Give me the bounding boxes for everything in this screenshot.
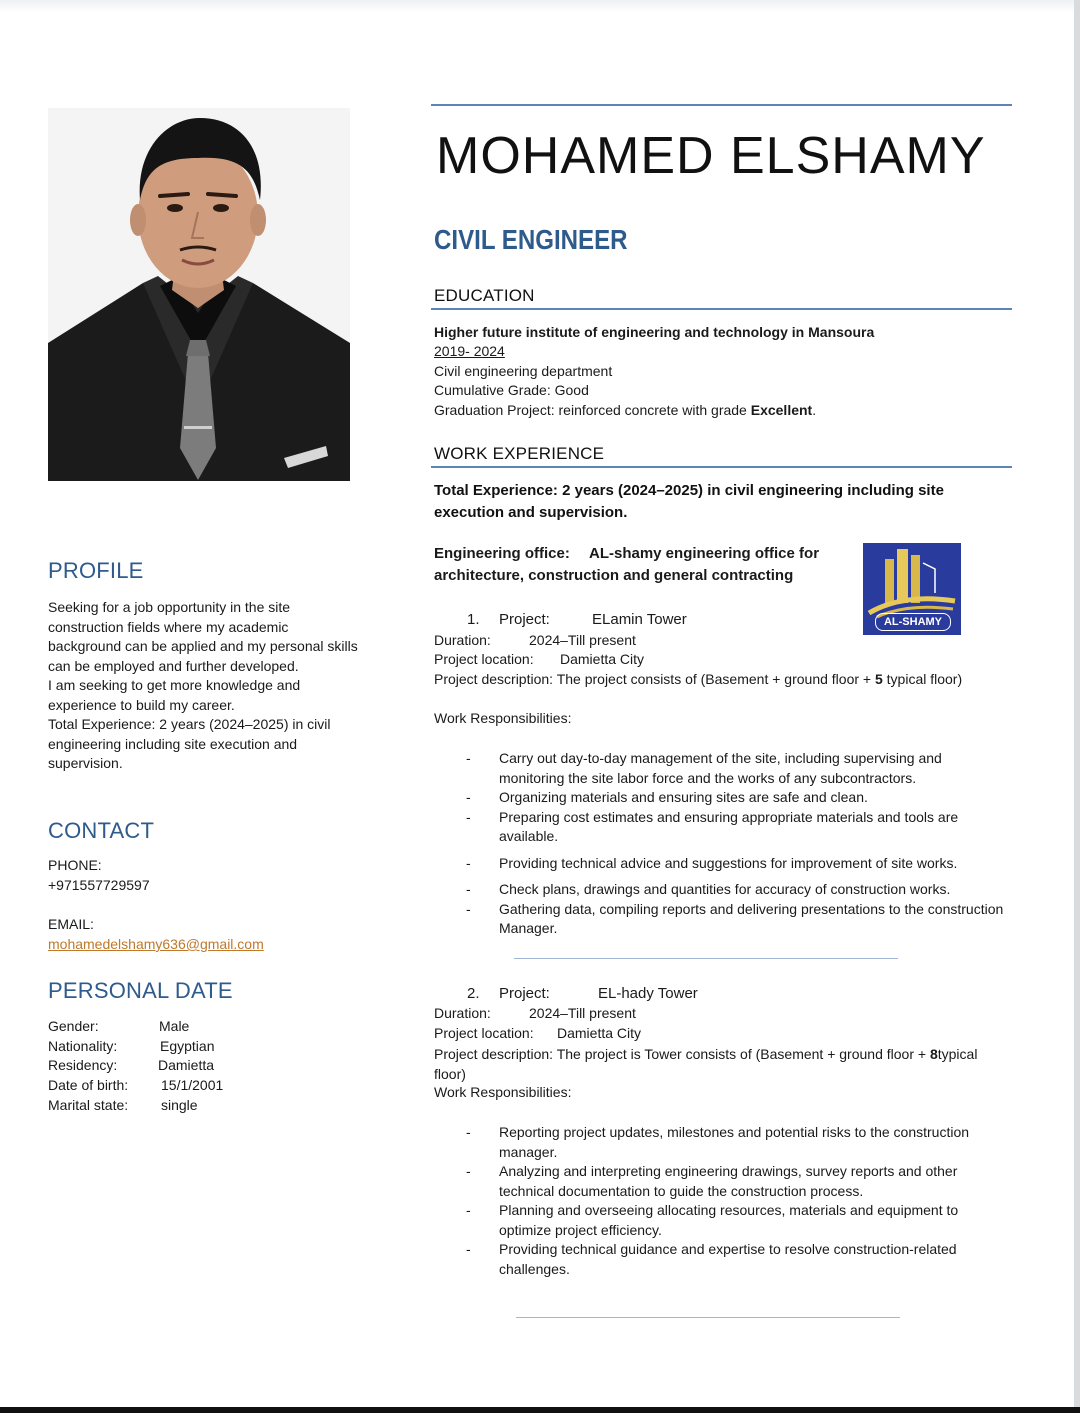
bottom-divider — [516, 1317, 900, 1318]
education-institute: Higher future institute of engineering and technology in Mansoura — [434, 324, 875, 340]
total-line-1: Total Experience: 2 years (2024–2025) in civil engineering including site — [434, 482, 944, 499]
project-1-desc-suffix: typical floor) — [882, 671, 963, 687]
office-name-line-1: AL-shamy engineering office for — [589, 545, 820, 562]
graduation-suffix: . — [812, 402, 817, 418]
profile-text-2: I am seeking to get more knowledge and experience to build my career. — [48, 677, 301, 713]
graduation-prefix: Graduation Project: reinforced concrete with grade — [434, 402, 751, 418]
task-text: Analyzing and interpreting engineering drawings, survey reports and other technical documentation to guide the construction process. — [499, 1163, 958, 1199]
project-2-duration: 2024–Till present — [529, 1005, 636, 1021]
task-text: Providing technical guidance and expertise to resolve construction-related challenges. — [499, 1241, 957, 1277]
portrait-illustration — [48, 108, 350, 481]
project-2-location-label: Project location: — [434, 1025, 534, 1041]
personal-row-nationality — [48, 1038, 348, 1058]
phone-label: PHONE: — [48, 857, 102, 873]
personal-row-marital — [48, 1097, 348, 1117]
personal-value: single — [161, 1097, 198, 1113]
total-line-2: execution and supervision. — [434, 504, 628, 521]
project-2-description — [434, 1045, 994, 1084]
profile-summary — [48, 598, 358, 774]
project-2-responsibilities-label: Work Responsibilities: — [434, 1084, 572, 1100]
list-item: - Providing technical guidance and expertise to resolve construction-related challenges. — [466, 1241, 957, 1277]
header-rule — [431, 104, 1012, 106]
project-1-label: Project: — [499, 611, 550, 628]
company-logo — [863, 543, 961, 635]
project-2-desc-suffix: typical floor) — [434, 1046, 978, 1082]
education-rule — [431, 308, 1012, 310]
task-text: Organizing materials and ensuring sites are safe and clean. — [499, 789, 868, 805]
list-item: - Analyzing and interpreting engineering drawings, survey reports and other technical documentation to guide the construction process. — [466, 1163, 958, 1199]
list-item: - Organizing materials and ensuring sites are safe and clean. — [466, 789, 868, 805]
page-top-shadow — [0, 0, 1080, 12]
profile-text-3: Total Experience: 2 years (2024–2025) in civil engineering including site execution and supervision. — [48, 716, 331, 771]
personal-label: Date of birth: — [48, 1077, 129, 1093]
personal-value: Egyptian — [160, 1038, 215, 1054]
personal-row-gender — [48, 1018, 348, 1038]
logo-text: AL-SHAMY — [875, 613, 951, 631]
project-1-location-label: Project location: — [434, 651, 534, 667]
list-item: - Reporting project updates, milestones and potential risks to the construction manager. — [466, 1124, 970, 1160]
task-text: Check plans, drawings and quantities for accuracy of construction works. — [499, 881, 951, 897]
task-text: Preparing cost estimates and ensuring appropriate materials and tools are available. — [499, 808, 959, 844]
project-1-number: 1. — [467, 611, 480, 628]
project-2-task-list — [466, 1123, 1006, 1279]
office-label: Engineering office: — [434, 545, 570, 562]
personal-label: Nationality: — [48, 1038, 118, 1054]
project-1-name: ELamin Tower — [592, 611, 687, 628]
education-department: Civil engineering department — [434, 363, 613, 379]
office-name-line-2: architecture, construction and general contracting — [434, 567, 794, 584]
project-2-desc-floors: 8 — [929, 1046, 938, 1062]
list-item: - Carry out day-to-day management of the site, including supervising and monitoring the site labor force and the works of any subcontractors. — [466, 750, 942, 786]
profile-photo — [48, 108, 350, 481]
email-label: EMAIL: — [48, 916, 94, 932]
project-2-duration-label: Duration: — [434, 1005, 491, 1021]
task-text: Gathering data, compiling reports and delivering presentations to the construction Manager. — [499, 900, 1004, 936]
list-item: - Gathering data, compiling reports and delivering presentations to the construction Manager. — [466, 900, 1004, 936]
page-bottom-edge — [0, 1407, 1080, 1413]
project-1-responsibilities-label: Work Responsibilities: — [434, 710, 572, 726]
list-item: - Check plans, drawings and quantities for accuracy of construction works. — [466, 881, 951, 897]
task-text: Planning and overseeing allocating resources, materials and equipment to optimize project efficiency. — [499, 1202, 959, 1238]
list-item: - Providing technical advice and suggestions for improvement of site works. — [466, 854, 958, 871]
work-rule — [431, 466, 1012, 468]
job-title: CIVIL ENGINEER — [434, 224, 628, 255]
project-1-desc-floors: 5 — [874, 671, 883, 687]
personal-row-residency — [48, 1057, 348, 1077]
education-grade: Cumulative Grade: Good — [434, 382, 589, 398]
personal-label: Marital state: — [48, 1097, 129, 1113]
project-1-description — [434, 671, 962, 687]
personal-value: Damietta — [158, 1057, 215, 1073]
task-text: Carry out day-to-day management of the site, including supervising and monitoring the site labor force and the works of any subcontractors. — [499, 750, 942, 786]
project-2-number: 2. — [467, 985, 480, 1002]
profile-text-1: Seeking for a job opportunity in the site construction fields where my academic background can be applied and my personal skills can be employed and further developed. — [48, 599, 358, 674]
project-2-name: EL-hady Tower — [598, 985, 698, 1002]
personal-value: 15/1/2001 — [161, 1077, 224, 1093]
project-1-duration-label: Duration: — [434, 632, 491, 648]
task-text: Reporting project updates, milestones and potential risks to the construction manager. — [499, 1124, 970, 1160]
list-item: - Planning and overseeing allocating resources, materials and equipment to optimize project efficiency. — [466, 1202, 959, 1238]
project-2-label: Project: — [499, 985, 550, 1002]
project-2-location: Damietta City — [557, 1025, 642, 1041]
education-heading: EDUCATION — [434, 286, 535, 305]
contact-heading: CONTACT — [48, 818, 155, 843]
personal-data-heading: PERSONAL DATE — [48, 978, 233, 1003]
personal-row-dob — [48, 1077, 348, 1097]
work-heading: WORK EXPERIENCE — [434, 444, 605, 463]
task-text: Providing technical advice and suggestions for improvement of site works. — [499, 854, 958, 871]
personal-value: Male — [159, 1018, 190, 1034]
project-1-task-list — [466, 749, 1006, 939]
project-1-location: Damietta City — [560, 651, 645, 667]
project-2-desc-prefix: Project description: The project is Tower consists of (Basement + ground floor + — [434, 1046, 930, 1062]
profile-heading: PROFILE — [48, 558, 144, 583]
list-item: - Preparing cost estimates and ensuring appropriate materials and tools are available. — [466, 808, 959, 844]
email-link[interactable]: mohamedelshamy636@gmail.com — [48, 936, 264, 952]
project-1-desc-prefix: Project description: The project consists of (Basement + ground floor + — [434, 671, 875, 687]
project-1-duration: 2024–Till present — [529, 632, 636, 648]
work-total-experience — [434, 480, 944, 524]
education-graduation-project — [434, 402, 816, 418]
graduation-grade: Excellent — [750, 402, 813, 418]
personal-label: Gender: — [48, 1018, 99, 1034]
candidate-name: MOHAMED ELSHAMY — [436, 127, 986, 185]
education-years: 2019- 2024 — [434, 343, 505, 359]
phone-number: +971557729597 — [48, 877, 150, 893]
personal-label: Residency: — [48, 1057, 118, 1073]
project-divider — [514, 958, 898, 959]
page-right-edge — [1074, 0, 1080, 1413]
